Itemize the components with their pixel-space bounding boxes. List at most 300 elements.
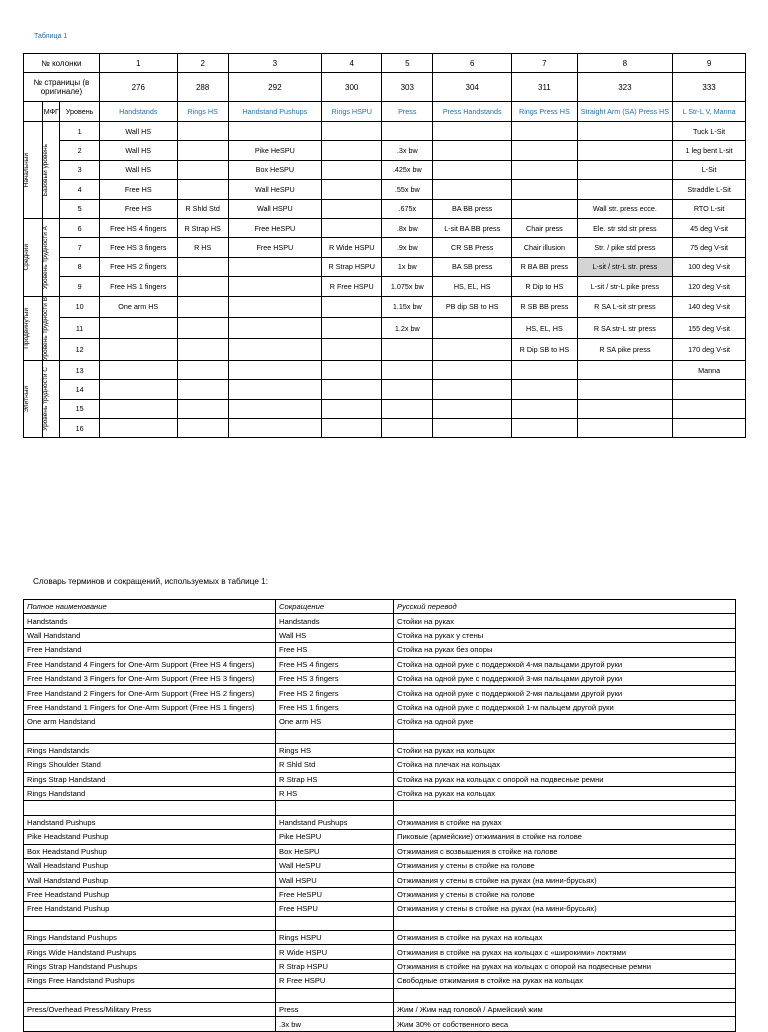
group-outer-label: Начальный [23, 152, 30, 188]
dictionary-cell: Press/Overhead Press/Military Press [24, 1002, 276, 1016]
dictionary-cell: Wall HSPU [276, 873, 394, 887]
exercise-header: L Str-L V, Manna [673, 102, 746, 122]
level-number: 13 [60, 360, 99, 379]
dictionary-cell [276, 916, 394, 930]
level-number: 14 [60, 380, 99, 399]
dictionary-cell: Отжимания у стены в стойке на голове [394, 887, 736, 901]
level-number: 7 [60, 238, 99, 257]
dictionary-cell: Free HS [276, 643, 394, 657]
dictionary-cell [276, 729, 394, 743]
exercise-header: Rings HS [177, 102, 228, 122]
dictionary-cell: Стойка на одной руке [394, 715, 736, 729]
dictionary-cell: Отжимания в стойке на руках на кольцах с «широкими» локтями [394, 945, 736, 959]
dictionary-cell: Rings Handstand [24, 787, 276, 801]
dictionary-cell [394, 916, 736, 930]
dictionary-cell: R Free HSPU [276, 974, 394, 988]
table-cell: Wall HS [99, 122, 177, 141]
table-cell: 1x bw [382, 257, 433, 276]
dictionary-header-cell: Сокращение [276, 600, 394, 614]
progression-table [23, 53, 746, 438]
level-number: 10 [60, 296, 99, 317]
page-number-cell: 333 [673, 73, 746, 102]
dictionary-cell: Rings Strap Handstand Pushups [24, 959, 276, 973]
table-cell [177, 419, 228, 438]
group-outer-label: Продвинутый [23, 307, 30, 349]
table-cell [228, 360, 321, 379]
table-cell [673, 380, 746, 399]
group-outer-cell [24, 360, 43, 438]
dictionary-header-row [24, 600, 736, 614]
group-outer-label: Элитный [23, 385, 30, 413]
dictionary-cell: Стойка на плечах на кольцах [394, 758, 736, 772]
table-cell: L-sit BA BB press [433, 218, 512, 237]
table-cell [433, 317, 512, 338]
table-cell [577, 160, 673, 179]
dictionary-cell: Rings Handstands [24, 743, 276, 757]
dictionary-row [24, 930, 736, 944]
dictionary-cell: Handstand Pushups [24, 815, 276, 829]
table-cell [382, 399, 433, 418]
table-cell: 100 deg V-sit [673, 257, 746, 276]
table-cell [322, 180, 382, 199]
table-cell: Str. / pike std press [577, 238, 673, 257]
dictionary-row [24, 715, 736, 729]
dictionary-row [24, 959, 736, 973]
table-cell [673, 399, 746, 418]
mfg-label: МФГ [42, 102, 60, 122]
dictionary-cell: R Strap HSPU [276, 959, 394, 973]
dictionary-cell: One arm HS [276, 715, 394, 729]
level-number: 4 [60, 180, 99, 199]
dictionary-cell: Стойка на руках у стены [394, 628, 736, 642]
header-row-exercises [24, 102, 746, 122]
dictionary-cell: Box Headstand Pushup [24, 844, 276, 858]
table-cell: Wall HS [99, 160, 177, 179]
table-cell [512, 199, 577, 218]
level-row [24, 277, 746, 296]
table-cell: 120 deg V-sit [673, 277, 746, 296]
dictionary-cell: Отжимания с возвышения в стойке на голове [394, 844, 736, 858]
table-cell: Straddle L-Sit [673, 180, 746, 199]
dictionary-cell: Free Headstand Pushup [24, 887, 276, 901]
table-cell: .3x bw [382, 141, 433, 160]
table-cell: Manna [673, 360, 746, 379]
table-cell: L-sit / str-L str. press [577, 257, 673, 276]
dictionary-cell: Pike Headstand Pushup [24, 830, 276, 844]
dictionary-cell: Rings Handstand Pushups [24, 930, 276, 944]
table-cell: Free HeSPU [228, 218, 321, 237]
dictionary-cell [394, 801, 736, 815]
table-cell [99, 380, 177, 399]
level-row [24, 218, 746, 237]
table-cell [433, 180, 512, 199]
dictionary-cell [276, 988, 394, 1002]
table-cell: Free HS 4 fingers [99, 218, 177, 237]
dictionary-cell: Free HS 1 fingers [276, 700, 394, 714]
table-cell: 140 deg V-sit [673, 296, 746, 317]
table-cell: 170 deg V-sit [673, 339, 746, 360]
dictionary-row [24, 873, 736, 887]
table-cell [322, 339, 382, 360]
table-cell [673, 419, 746, 438]
exercise-header: Rings Press HS [512, 102, 577, 122]
dictionary-cell: Free Handstand Pushup [24, 902, 276, 916]
group-outer-cell [24, 122, 43, 219]
table-cell: R Free HSPU [322, 277, 382, 296]
table-cell: R Wide HSPU [322, 238, 382, 257]
table-cell: RTO L-sit [673, 199, 746, 218]
table-cell: PB dip SB to HS [433, 296, 512, 317]
dictionary-cell: Отжимания в стойке на руках на кольцах [394, 930, 736, 944]
table-cell [322, 218, 382, 237]
table-cell: R Strap HS [177, 218, 228, 237]
dictionary-row [24, 628, 736, 642]
level-row [24, 199, 746, 218]
table-cell: L-Sit [673, 160, 746, 179]
table-cell [228, 257, 321, 276]
table-cell [433, 399, 512, 418]
group-inner-cell [42, 218, 60, 296]
page-number-cell: 276 [99, 73, 177, 102]
table-cell: BA BB press [433, 199, 512, 218]
table-cell [382, 360, 433, 379]
level-number: 1 [60, 122, 99, 141]
level-row [24, 399, 746, 418]
dictionary-row [24, 758, 736, 772]
level-row [24, 380, 746, 399]
dictionary-cell: Rings HSPU [276, 930, 394, 944]
dictionary-cell: Отжимания у стены в стойке на руках (на мини-брусьях) [394, 902, 736, 916]
dictionary-cell: Отжимания в стойке на руках на кольцах с опорой на подвесные ремни [394, 959, 736, 973]
column-number-cell: 5 [382, 54, 433, 73]
table-cell: 45 deg V-sit [673, 218, 746, 237]
column-number-cell: 9 [673, 54, 746, 73]
table-cell [228, 277, 321, 296]
table-cell [177, 317, 228, 338]
table-cell: Free HS 1 fingers [99, 277, 177, 296]
table-cell [433, 122, 512, 141]
level-number: 12 [60, 339, 99, 360]
table-cell [577, 399, 673, 418]
dictionary-cell: Свободные отжимания в стойке на руках на кольцах [394, 974, 736, 988]
table-cell: 1.15x bw [382, 296, 433, 317]
table-cell: Wall str. press ecce. [577, 199, 673, 218]
group-inner-cell [42, 360, 60, 438]
dictionary-cell: Free Handstand 3 Fingers for One-Arm Support (Free HS 3 fingers) [24, 671, 276, 685]
table-cell: HS, EL, HS [433, 277, 512, 296]
table-cell: Free HS 3 fingers [99, 238, 177, 257]
table-cell: Wall HSPU [228, 199, 321, 218]
dictionary-row [24, 844, 736, 858]
exercise-header: Press Handstands [433, 102, 512, 122]
table-cell [512, 399, 577, 418]
table-cell: R Dip SB to HS [512, 339, 577, 360]
table-cell: One arm HS [99, 296, 177, 317]
dictionary-cell: Free Handstand 1 Fingers for One-Arm Support (Free HS 1 fingers) [24, 700, 276, 714]
table-cell [512, 380, 577, 399]
table-cell [177, 399, 228, 418]
table-cell [177, 296, 228, 317]
table-cell [512, 122, 577, 141]
table-cell [382, 380, 433, 399]
table-cell [382, 339, 433, 360]
table-cell: .8x bw [382, 218, 433, 237]
table-cell: Free HS 2 fingers [99, 257, 177, 276]
table-cell: R Strap HSPU [322, 257, 382, 276]
table-cell [228, 339, 321, 360]
dictionary-table [23, 599, 736, 1032]
dictionary-cell: Free Handstand 4 Fingers for One-Arm Support (Free HS 4 fingers) [24, 657, 276, 671]
dictionary-row [24, 1002, 736, 1016]
exercise-header: Press [382, 102, 433, 122]
table-cell [177, 277, 228, 296]
table-cell [433, 380, 512, 399]
header-row-column-numbers [24, 54, 746, 73]
exercise-header: Handstand Pushups [228, 102, 321, 122]
table-cell: R Shld Std [177, 199, 228, 218]
table-cell [228, 317, 321, 338]
dictionary-cell [24, 729, 276, 743]
dictionary-cell [394, 729, 736, 743]
table-cell: Free HS [99, 180, 177, 199]
dictionary-row [24, 887, 736, 901]
table-cell [99, 339, 177, 360]
dictionary-cell: Free HS 3 fingers [276, 671, 394, 685]
header-column-number-label: № колонки [24, 54, 100, 73]
dictionary-row [24, 614, 736, 628]
group-inner-label: Уровень трудности С [41, 367, 49, 432]
page-number-cell: 300 [322, 73, 382, 102]
page-number-cell: 303 [382, 73, 433, 102]
dictionary-cell [24, 988, 276, 1002]
dictionary-row [24, 916, 736, 930]
level-row [24, 317, 746, 338]
dictionary-row [24, 902, 736, 916]
table-cell [177, 122, 228, 141]
dictionary-row [24, 988, 736, 1002]
page-number-cell: 304 [433, 73, 512, 102]
dictionary-row [24, 772, 736, 786]
group-inner-label: Уровень трудности А [41, 225, 49, 289]
table-cell: Chair press [512, 218, 577, 237]
dictionary-row [24, 643, 736, 657]
level-label: Уровень [60, 102, 99, 122]
dictionary-row [24, 787, 736, 801]
dictionary-row [24, 1017, 736, 1031]
level-number: 16 [60, 419, 99, 438]
level-number: 3 [60, 160, 99, 179]
level-row [24, 296, 746, 317]
dictionary-cell: Free HeSPU [276, 887, 394, 901]
table-cell [228, 380, 321, 399]
table-cell: 1 leg bent L-sit [673, 141, 746, 160]
level-row [24, 141, 746, 160]
dictionary-cell: Отжимания у стены в стойке на голове [394, 859, 736, 873]
table-cell [512, 360, 577, 379]
column-number-cell: 4 [322, 54, 382, 73]
table-cell [512, 419, 577, 438]
table-cell: .9x bw [382, 238, 433, 257]
table-cell: Free HS [99, 199, 177, 218]
table-cell [177, 141, 228, 160]
table-cell: R SA str-L str press [577, 317, 673, 338]
table-cell [228, 399, 321, 418]
table-cell [512, 141, 577, 160]
dictionary-cell: Стойка на руках на кольцах с опорой на подвесные ремни [394, 772, 736, 786]
dictionary-row [24, 700, 736, 714]
level-row [24, 122, 746, 141]
table-cell [322, 296, 382, 317]
empty-corner-cell [24, 102, 43, 122]
table-cell: 1.075x bw [382, 277, 433, 296]
dictionary-cell: Стойки на руках [394, 614, 736, 628]
table-cell [99, 360, 177, 379]
table-cell: Box HeSPU [228, 160, 321, 179]
level-row [24, 360, 746, 379]
page-number-cell: 311 [512, 73, 577, 102]
table-cell [433, 141, 512, 160]
table-cell: .675x [382, 199, 433, 218]
table-cell [322, 141, 382, 160]
table-caption: Таблица 1 [34, 33, 68, 40]
dictionary-cell: R Strap HS [276, 772, 394, 786]
level-row [24, 339, 746, 360]
group-outer-cell [24, 218, 43, 296]
column-number-cell: 3 [228, 54, 321, 73]
dictionary-cell: Wall Handstand Pushup [24, 873, 276, 887]
table-cell [577, 141, 673, 160]
dictionary-row [24, 671, 736, 685]
dictionary-cell: Wall Handstand [24, 628, 276, 642]
dictionary-header-cell: Полное наименование [24, 600, 276, 614]
table-cell: HS, EL, HS [512, 317, 577, 338]
dictionary-row [24, 974, 736, 988]
dictionary-cell: Box HeSPU [276, 844, 394, 858]
table-cell [512, 160, 577, 179]
dictionary-cell: R Wide HSPU [276, 945, 394, 959]
level-row [24, 257, 746, 276]
table-cell: R BA BB press [512, 257, 577, 276]
dictionary-cell: Handstands [24, 614, 276, 628]
table-cell [228, 296, 321, 317]
dictionary-cell [24, 916, 276, 930]
dictionary-cell: Отжимания у стены в стойке на руках (на мини-брусьях) [394, 873, 736, 887]
dictionary-cell: Rings Shoulder Stand [24, 758, 276, 772]
table-cell [322, 380, 382, 399]
dictionary-cell: R Shld Std [276, 758, 394, 772]
dictionary-cell: Free Handstand [24, 643, 276, 657]
dictionary-cell: Free HS 2 fingers [276, 686, 394, 700]
dictionary-cell: Отжимания в стойке на руках [394, 815, 736, 829]
dictionary-cell: Free HS 4 fingers [276, 657, 394, 671]
table-cell [177, 180, 228, 199]
column-number-cell: 7 [512, 54, 577, 73]
table-cell: Wall HeSPU [228, 180, 321, 199]
dictionary-cell: Rings Strap Handstand [24, 772, 276, 786]
dictionary-cell: Стойка на одной руке с поддержкой 1-м пальцем другой руки [394, 700, 736, 714]
dictionary-cell [394, 988, 736, 1002]
level-number: 8 [60, 257, 99, 276]
dictionary-row [24, 830, 736, 844]
table-cell: Ele. str std str press [577, 218, 673, 237]
table-cell [177, 339, 228, 360]
header-page-label: № страницы (в оригинале) [24, 73, 100, 102]
table-cell: Wall HS [99, 141, 177, 160]
dictionary-cell: Пиковые (армейские) отжимания в стойке на голове [394, 830, 736, 844]
dictionary-cell: Стойка на одной руке с поддержкой 3-мя пальцами другой руки [394, 671, 736, 685]
table-cell: .425x bw [382, 160, 433, 179]
dictionary-title: Словарь терминов и сокращений, используемых в таблице 1: [33, 577, 268, 586]
dictionary-row [24, 801, 736, 815]
dictionary-cell: Rings HS [276, 743, 394, 757]
dictionary-cell: Стойка на одной руке с поддержкой 4-мя пальцами другой руки [394, 657, 736, 671]
group-outer-label: Средний [23, 244, 30, 271]
dictionary-row [24, 815, 736, 829]
table-cell [99, 419, 177, 438]
table-cell [228, 122, 321, 141]
level-row [24, 238, 746, 257]
table-cell [433, 339, 512, 360]
exercise-header: Straight Arm (SA) Press HS [577, 102, 673, 122]
level-number: 9 [60, 277, 99, 296]
dictionary-cell: Pike HeSPU [276, 830, 394, 844]
table-cell [322, 160, 382, 179]
header-row-pages [24, 73, 746, 102]
table-cell [322, 360, 382, 379]
page-number-cell: 288 [177, 73, 228, 102]
column-number-cell: 2 [177, 54, 228, 73]
page-number-cell: 323 [577, 73, 673, 102]
dictionary-cell: Стойки на руках на кольцах [394, 743, 736, 757]
table-cell: R SA pike press [577, 339, 673, 360]
level-number: 2 [60, 141, 99, 160]
dictionary-cell: Rings Wide Handstand Pushups [24, 945, 276, 959]
table-cell: .55x bw [382, 180, 433, 199]
level-number: 11 [60, 317, 99, 338]
table-cell [433, 160, 512, 179]
group-inner-label: Уровень трудности В [41, 296, 49, 360]
dictionary-header-cell: Русский перевод [394, 600, 736, 614]
table-cell [99, 317, 177, 338]
table-cell: L-sit / str-L pike press [577, 277, 673, 296]
table-cell [177, 257, 228, 276]
table-cell [177, 360, 228, 379]
table-cell [177, 160, 228, 179]
dictionary-row [24, 657, 736, 671]
table-cell [433, 419, 512, 438]
dictionary-row [24, 729, 736, 743]
dictionary-cell: R HS [276, 787, 394, 801]
table-cell [577, 180, 673, 199]
table-cell: Tuck L-Sit [673, 122, 746, 141]
dictionary-cell: Жим / Жим над головой / Армейский жим [394, 1002, 736, 1016]
dictionary-cell: Wall Headstand Pushup [24, 859, 276, 873]
dictionary-cell: Free HSPU [276, 902, 394, 916]
level-row [24, 160, 746, 179]
table-cell [322, 199, 382, 218]
table-cell: Pike HeSPU [228, 141, 321, 160]
table-cell [433, 360, 512, 379]
group-inner-label: Базовый уровень [41, 143, 49, 197]
table-cell: 75 deg V-sit [673, 238, 746, 257]
dictionary-cell: Free Handstand 2 Fingers for One-Arm Support (Free HS 2 fingers) [24, 686, 276, 700]
table-cell [322, 317, 382, 338]
table-cell: R HS [177, 238, 228, 257]
table-cell [177, 380, 228, 399]
table-cell: BA SB press [433, 257, 512, 276]
exercise-header: Rings HSPU [322, 102, 382, 122]
dictionary-cell [276, 801, 394, 815]
